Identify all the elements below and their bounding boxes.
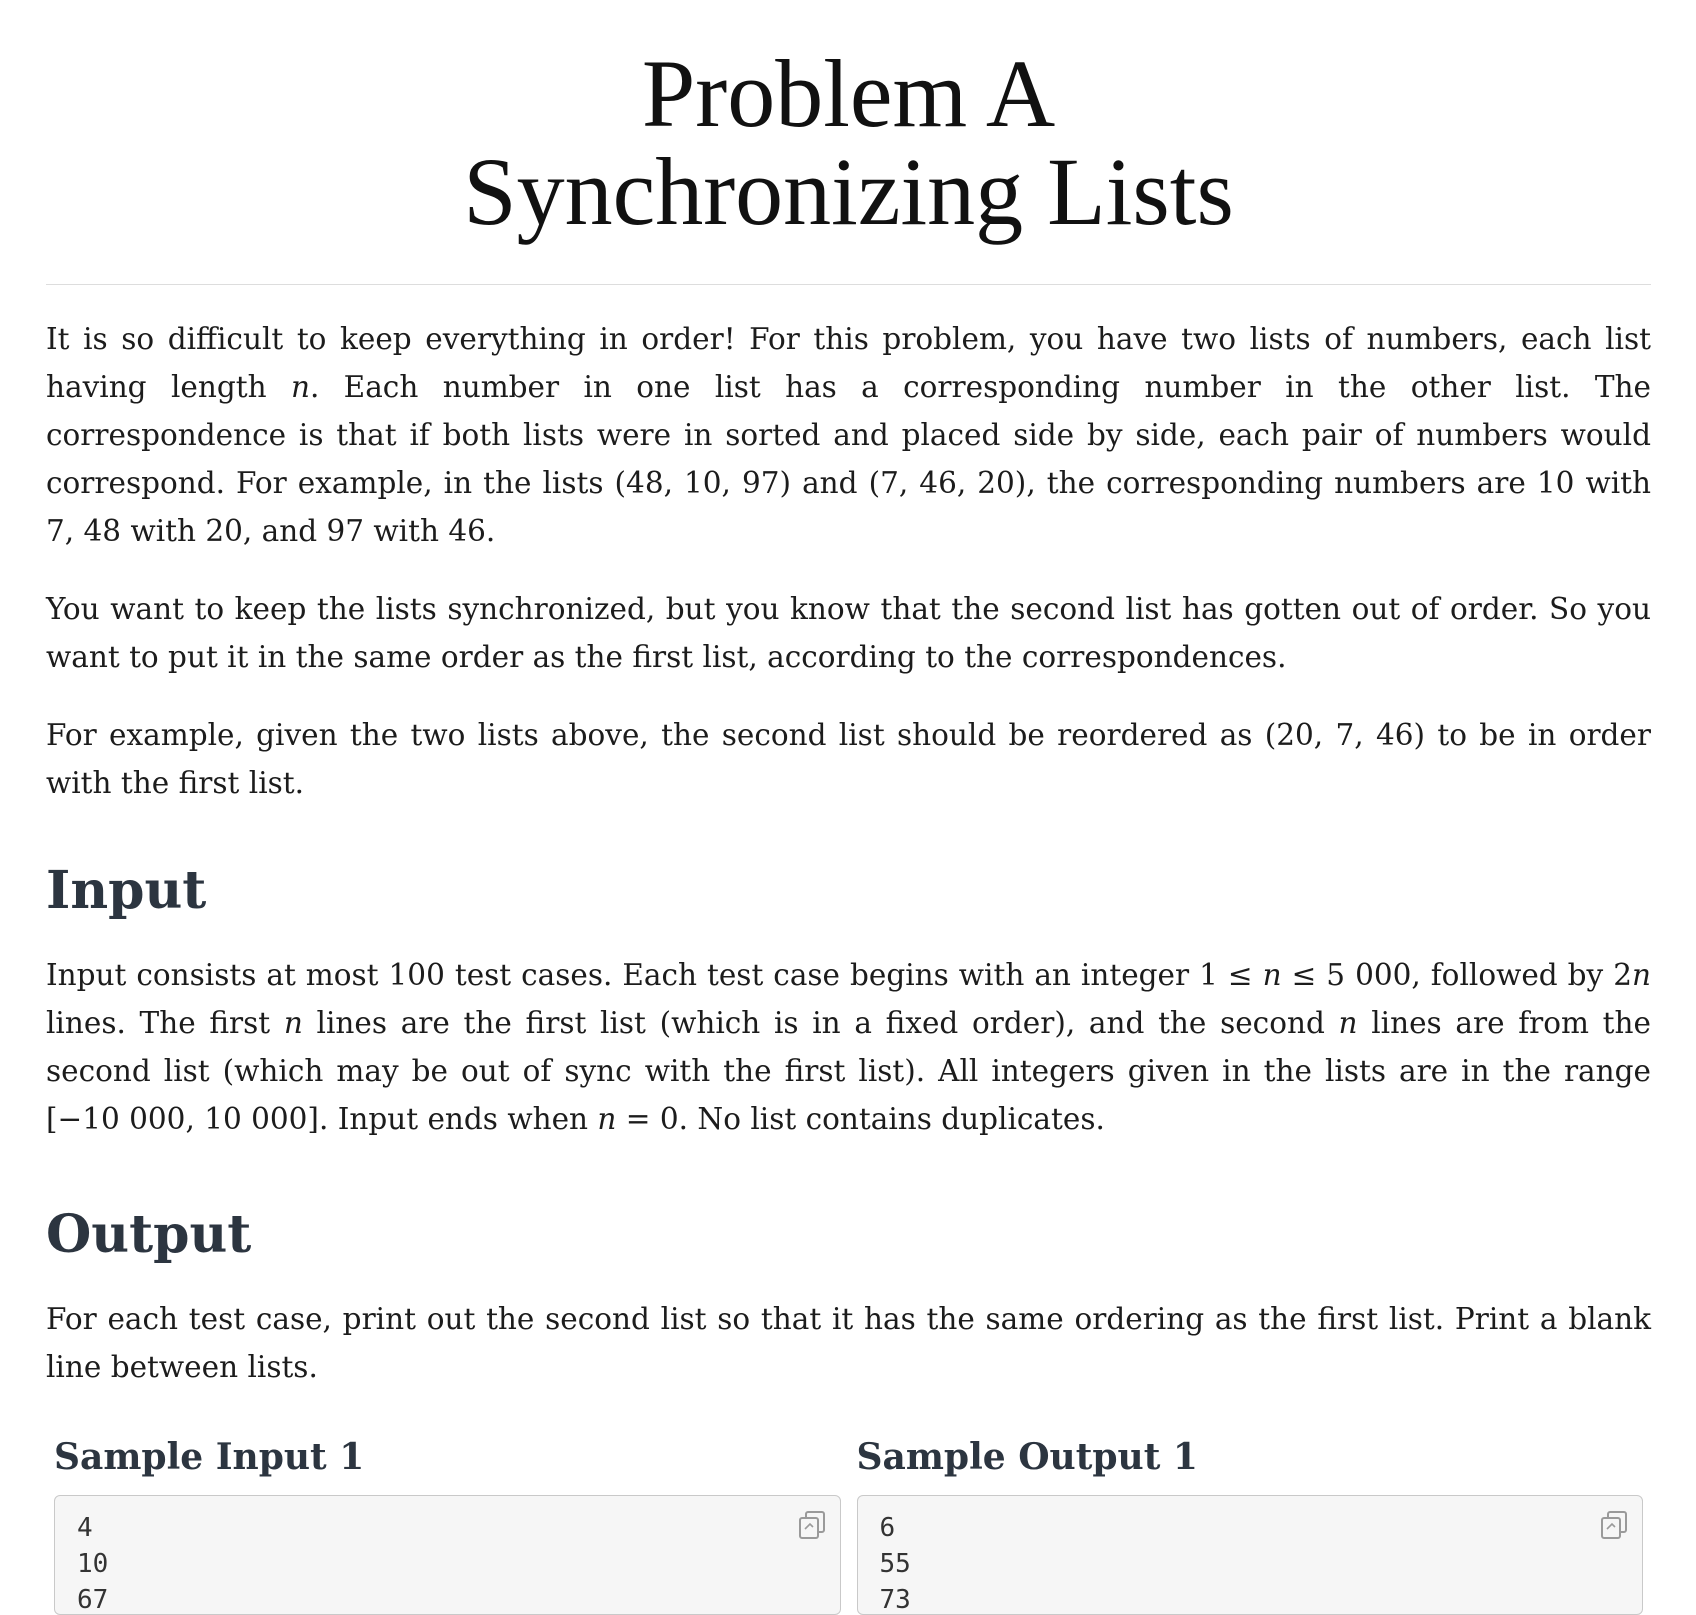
output-heading: Output <box>46 1204 252 1265</box>
output-description: For each test case, print out the second list so that it has the same ordering as the first list. Print a blank line between lists. <box>46 1302 1651 1384</box>
sample-output-line: 55 <box>879 1549 911 1579</box>
statement-paragraph-2: You want to keep the lists synchronized, but you know that the second list has gotten out of order. So you want to put it in the same order as the first list, according to the correspondences. <box>46 592 1651 674</box>
sample-output-box[interactable] <box>857 1495 1644 1615</box>
statement-paragraph-1: It is so difficult to keep everything in order! For this problem, you have two lists of numbers, each list having length n. Each number in one list has a corresponding number in the other list. The correspondence is that if both lists were in sorted and placed side by side, each pair of numbers would correspond. For example, in the lists (48, 10, 97) and (7, 46, 20), the corresponding numbers are 10 with 7, 48 with 20, and 97 with 46. <box>46 322 1652 548</box>
sample-input <box>54 1435 841 1615</box>
sample-output-heading: Sample Output 1 <box>856 1436 1198 1478</box>
sample-input-heading: Sample Input 1 <box>54 1436 365 1478</box>
title-divider <box>46 284 1651 285</box>
problem-letter: Problem A <box>641 40 1056 147</box>
sample-input-line: 4 <box>77 1513 93 1543</box>
input-heading: Input <box>46 860 207 921</box>
sample-input-box[interactable] <box>54 1495 841 1615</box>
sample-input-line: 10 <box>77 1549 109 1579</box>
example-list-1: (48, 10, 97) <box>614 466 792 500</box>
sample-output-line: 73 <box>879 1585 911 1615</box>
problem-name: Synchronizing Lists <box>463 138 1234 245</box>
input-description: Input consists at most 100 test cases. Each test case begins with an integer 1 ≤ n ≤ 5 000, followed by 2n lines. The first n lines are the first list (which is in a fixed order), and the second n lines are from the second list (which may be out of sync with the first list). All integers given in the lists are in the range [−10 000, 10 000]. Input ends when n = 0. No list contains duplicates. <box>46 958 1651 1136</box>
example-list-2: (7, 46, 20) <box>868 466 1027 500</box>
reordered-list: (20, 7, 46) <box>1264 718 1426 752</box>
copy-icon[interactable] <box>796 1508 830 1542</box>
statement-paragraph-3: For example, given the two lists above, the second list should be reordered as (20, 7, 46) to be in order with the first list. <box>46 718 1651 800</box>
sample-output-line: 6 <box>879 1513 896 1543</box>
copy-icon[interactable] <box>1598 1508 1632 1542</box>
sample-input-line: 67 <box>77 1585 109 1615</box>
samples-row <box>46 1435 1651 1615</box>
problem-title <box>46 0 1651 245</box>
sample-output <box>857 1435 1644 1615</box>
